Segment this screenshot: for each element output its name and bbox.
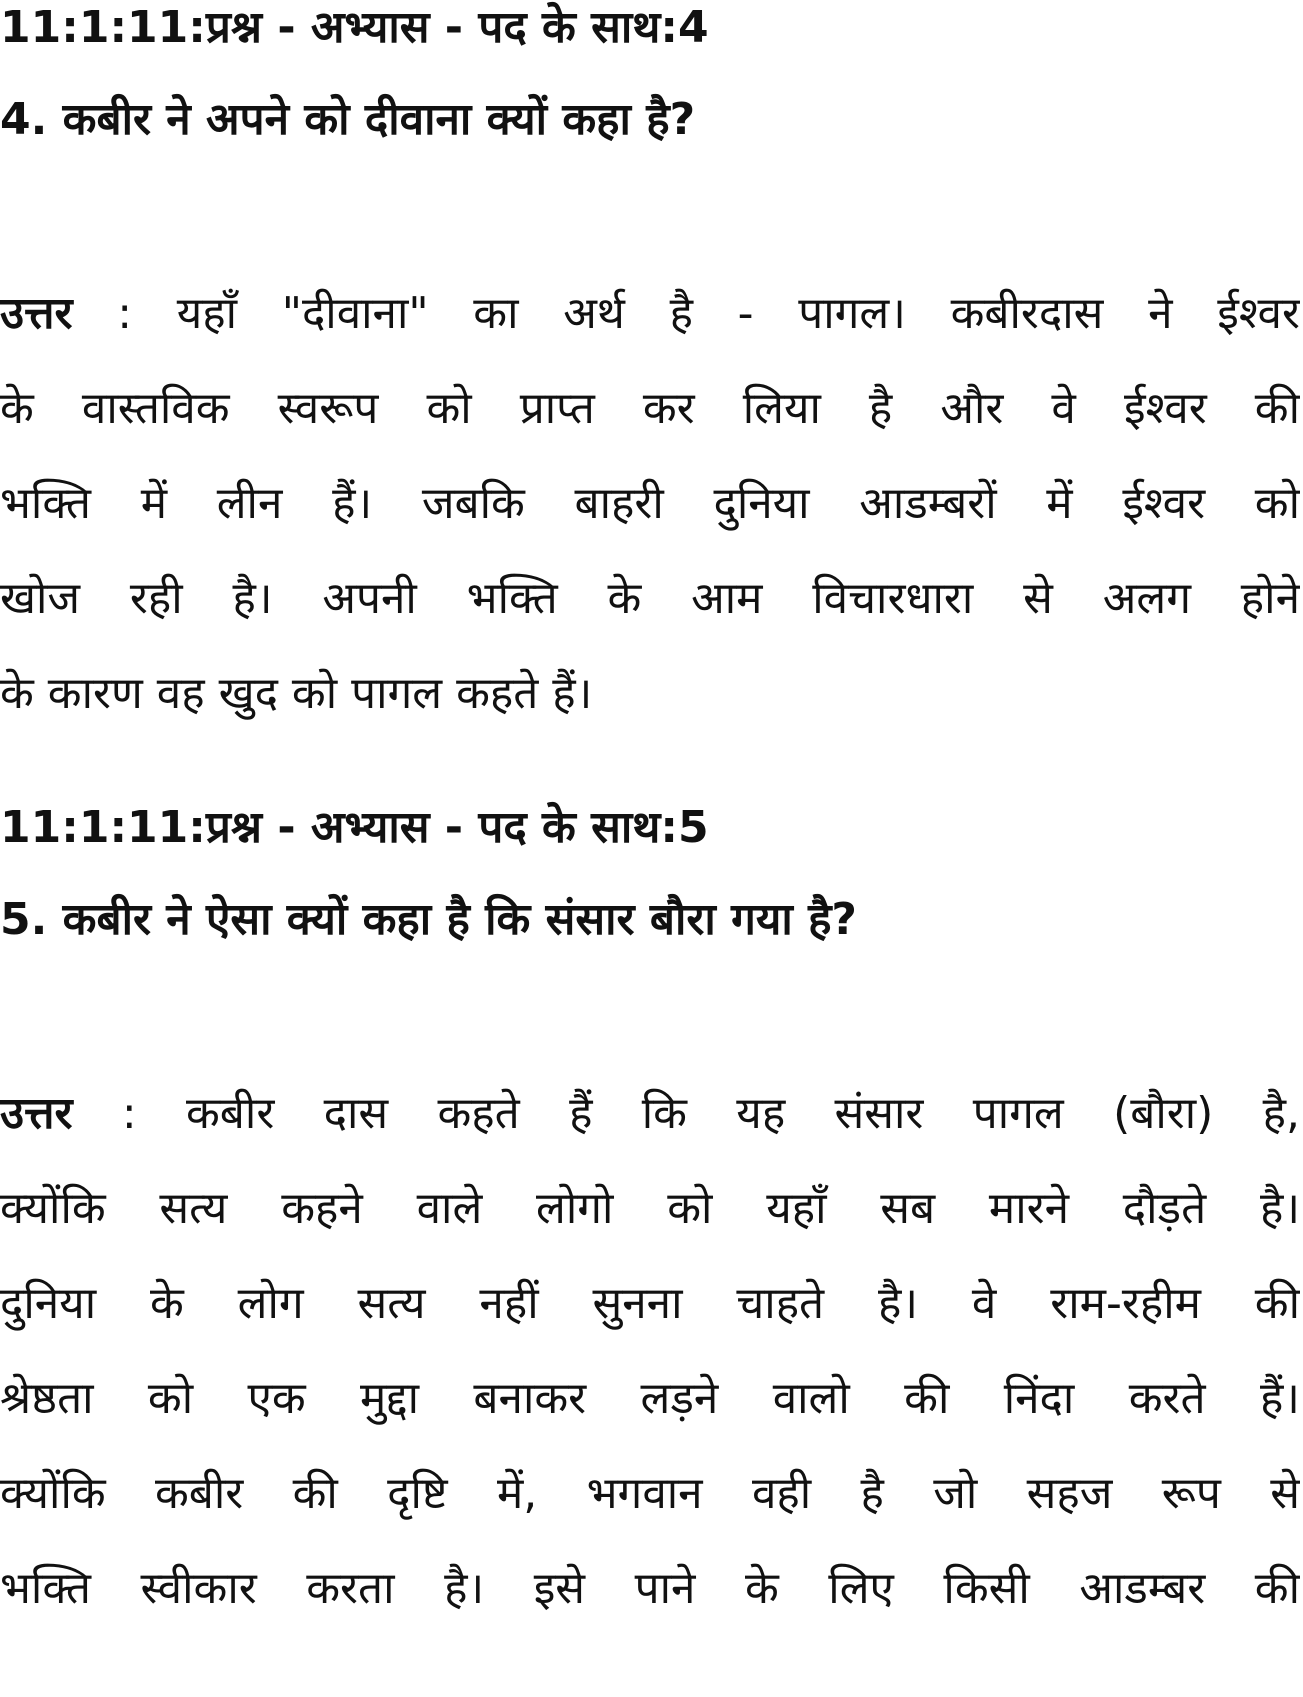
answer-line: भक्ति में लीन हैं। जबकि बाहरी दुनिया आडम्बरों में ईश्वर को [0,478,1300,529]
answer-line: श्रेष्ठता को एक मुद्दा बनाकर लड़ने वालो की निंदा करते हैं। [0,1373,1300,1424]
answer-line: के कारण वह खुद को पागल कहते हैं। [0,668,593,719]
answer-block [0,266,1303,741]
question-text: 4. कबीर ने अपने को दीवाना क्यों कहा है? [0,94,696,145]
question-section-4 [0,0,1303,741]
question-text: 5. कबीर ने ऐसा क्यों कहा है कि संसार बौरा गया है? [0,894,857,945]
answer-label: उत्तर [0,1088,73,1139]
answer-line: दुनिया के लोग सत्य नहीं सुनना चाहते है। वे राम-रहीम की [0,1278,1300,1329]
answer-line [0,1066,1300,1161]
answer-line: भक्ति स्वीकार करता है। इसे पाने के लिए किसी आडम्बर की [0,1563,1300,1614]
answer-line: खोज रही है। अपनी भक्ति के आम विचारधारा से अलग होने [0,573,1300,624]
section-heading: 11:1:11:प्रश्न - अभ्यास - पद के साथ:4 [0,2,709,53]
answer-line-text: : कबीर दास कहते हैं कि यह संसार पागल (बौरा) है, [72,1088,1300,1139]
answer-label: उत्तर [0,288,73,339]
answer-line: क्योंकि सत्य कहने वाले लोगो को यहाँ सब मारने दौड़ते है। [0,1183,1300,1234]
answer-line: क्योंकि कबीर की दृष्टि में, भगवान वही है जो सहज रूप से [0,1468,1300,1519]
answer-line [0,266,1300,361]
answer-line: के वास्तविक स्वरूप को प्राप्त कर लिया है और वे ईश्वर की [0,383,1300,434]
answer-block [0,1066,1303,1636]
question-section-5 [0,782,1303,1636]
section-heading: 11:1:11:प्रश्न - अभ्यास - पद के साथ:5 [0,802,709,853]
answer-line-text: : यहाँ "दीवाना" का अर्थ है - पागल। कबीरदास ने ईश्वर [72,288,1300,339]
